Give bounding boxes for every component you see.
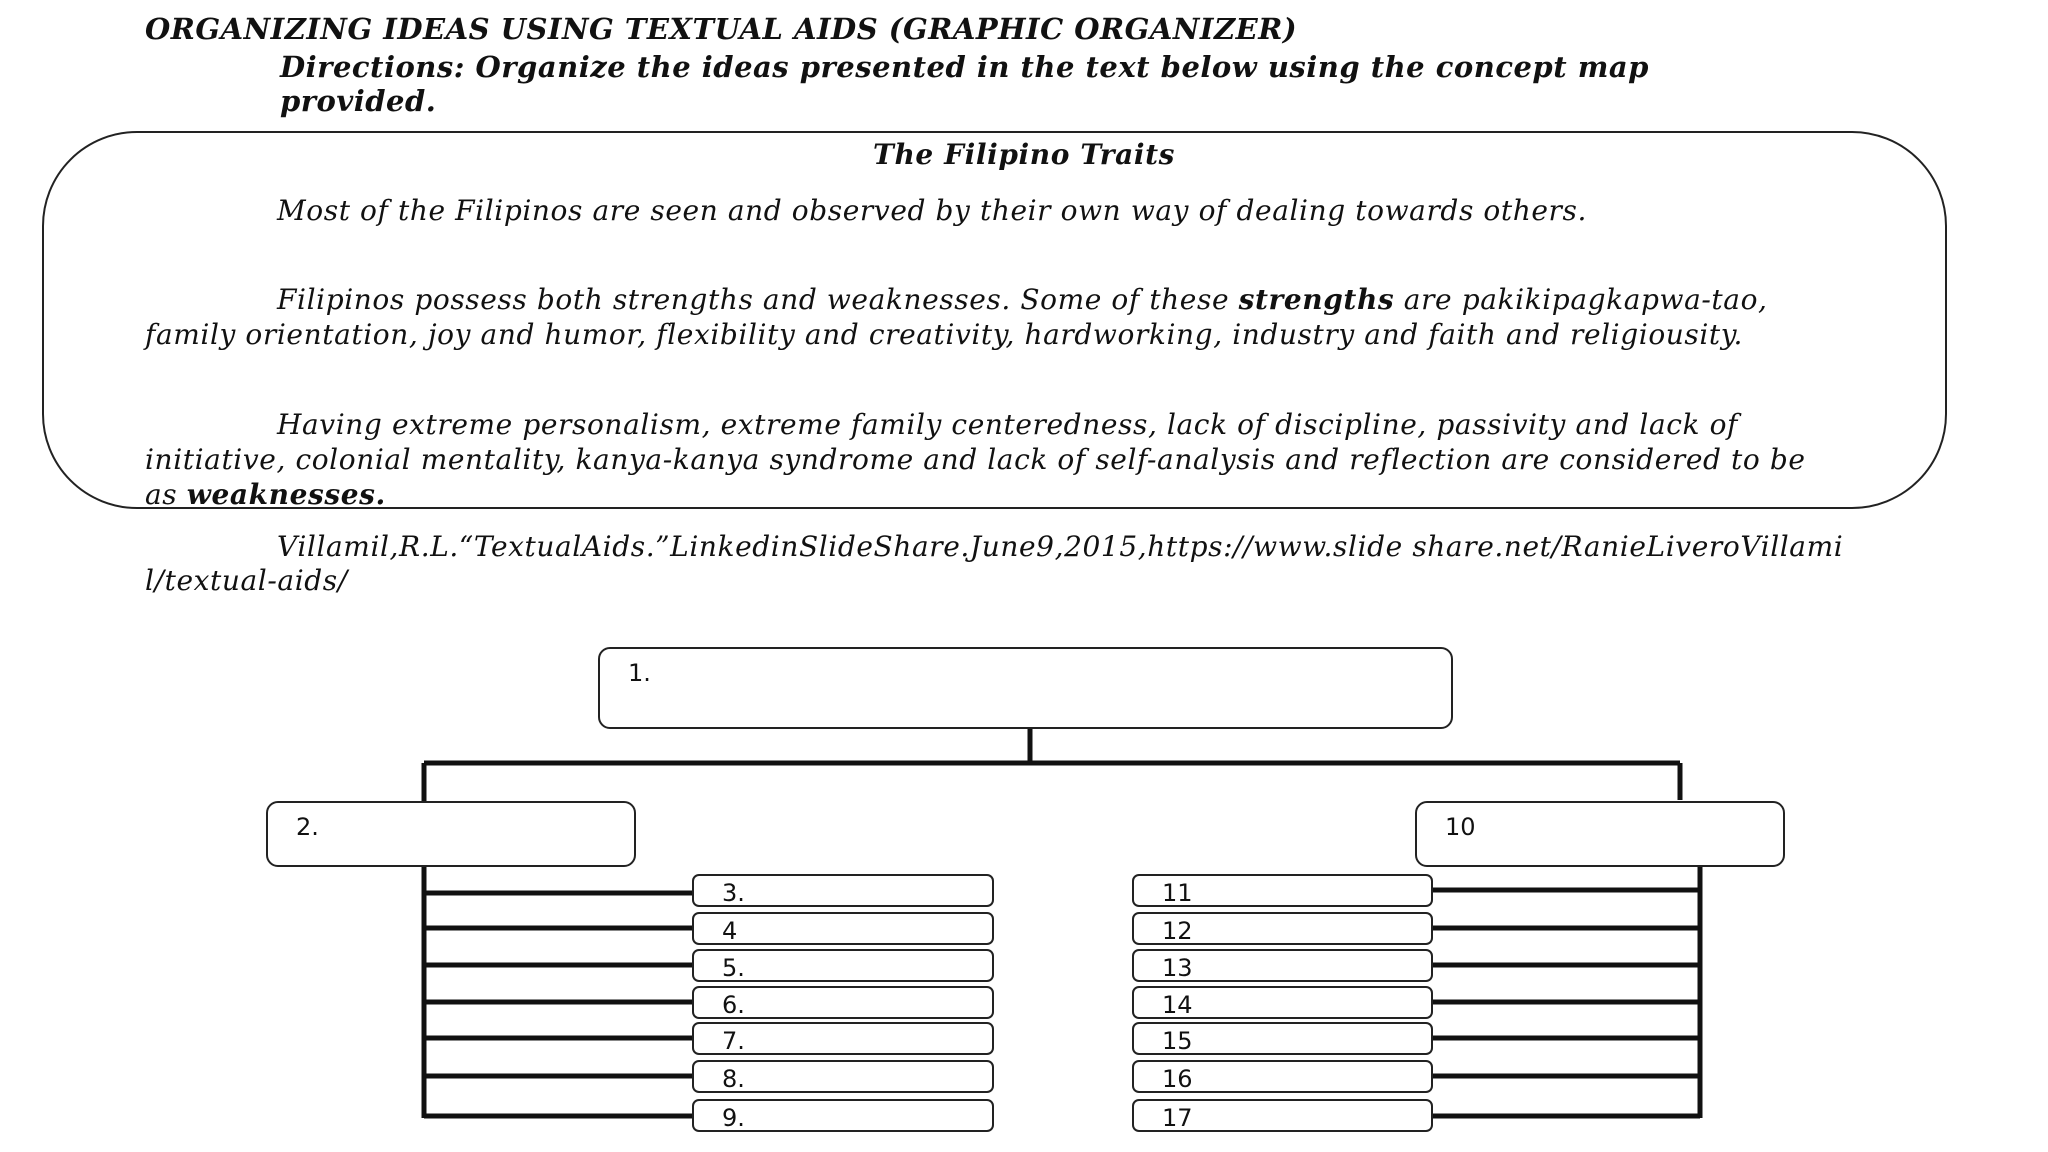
paragraph-2-text-end: are pakikipagkapwa-tao, family orientation, joy and humor, flexibility and creativity, hardworking, industry and faith and religiousity. <box>145 283 1768 351</box>
concept-box-10-label: 10 <box>1445 813 1476 841</box>
concept-box-15[interactable] <box>1132 1022 1433 1055</box>
concept-box-10[interactable] <box>1415 801 1785 867</box>
strengths-keyword: strengths <box>1238 283 1395 316</box>
concept-box-14-label: 14 <box>1162 991 1193 1019</box>
concept-box-9[interactable] <box>692 1099 994 1132</box>
concept-box-7[interactable] <box>692 1022 994 1055</box>
concept-box-14[interactable] <box>1132 986 1433 1019</box>
concept-box-16[interactable] <box>1132 1060 1433 1093</box>
paragraph-3-text: Having extreme personalism, extreme family centeredness, lack of discipline, passivity and lack of initiative, colonial mentality, kanya-kanya syndrome and lack of self-analysis and reflection are considered to be as <box>145 408 1806 511</box>
concept-box-8[interactable] <box>692 1060 994 1093</box>
citation: Villamil,R.L.“TextualAids.”LinkedinSlideShare.June9,2015,https://www.slide share.net/RanieLiveroVillamil/textual-aids/ <box>145 530 1844 597</box>
concept-box-6-label: 6. <box>722 991 745 1019</box>
concept-box-16-label: 16 <box>1162 1065 1193 1093</box>
concept-box-13[interactable] <box>1132 949 1433 982</box>
weaknesses-keyword: weaknesses. <box>186 478 386 511</box>
concept-box-6[interactable] <box>692 986 994 1019</box>
concept-box-5[interactable] <box>692 949 994 982</box>
concept-box-2-label: 2. <box>296 813 319 841</box>
paragraph-2-text: Filipinos possess both strengths and weaknesses. Some of these <box>277 283 1239 316</box>
concept-box-5-label: 5. <box>722 954 745 982</box>
concept-box-2[interactable] <box>266 801 636 867</box>
concept-box-12[interactable] <box>1132 912 1433 945</box>
concept-box-12-label: 12 <box>1162 917 1193 945</box>
concept-box-3[interactable] <box>692 874 994 907</box>
concept-box-4-label: 4 <box>722 917 738 945</box>
worksheet-title: ORGANIZING IDEAS USING TEXTUAL AIDS (GRAPHIC ORGANIZER) <box>145 12 1298 46</box>
concept-box-4[interactable] <box>692 912 994 945</box>
concept-box-11-label: 11 <box>1162 879 1193 907</box>
concept-box-3-label: 3. <box>722 879 745 907</box>
concept-box-13-label: 13 <box>1162 954 1193 982</box>
concept-box-8-label: 8. <box>722 1065 745 1093</box>
concept-box-17[interactable] <box>1132 1099 1433 1132</box>
passage-title: The Filipino Traits <box>873 138 1175 171</box>
concept-box-9-label: 9. <box>722 1104 745 1132</box>
concept-box-11[interactable] <box>1132 874 1433 907</box>
concept-box-17-label: 17 <box>1162 1104 1193 1132</box>
passage-paragraph-1: Most of the Filipinos are seen and observed by their own way of dealing towards others. <box>277 194 1587 227</box>
concept-box-15-label: 15 <box>1162 1027 1193 1055</box>
concept-box-1[interactable] <box>598 647 1453 729</box>
concept-box-1-label: 1. <box>628 659 651 687</box>
directions-text: Directions: Organize the ideas presented in the text below using the concept map provided. <box>280 50 1649 118</box>
concept-box-7-label: 7. <box>722 1027 745 1055</box>
